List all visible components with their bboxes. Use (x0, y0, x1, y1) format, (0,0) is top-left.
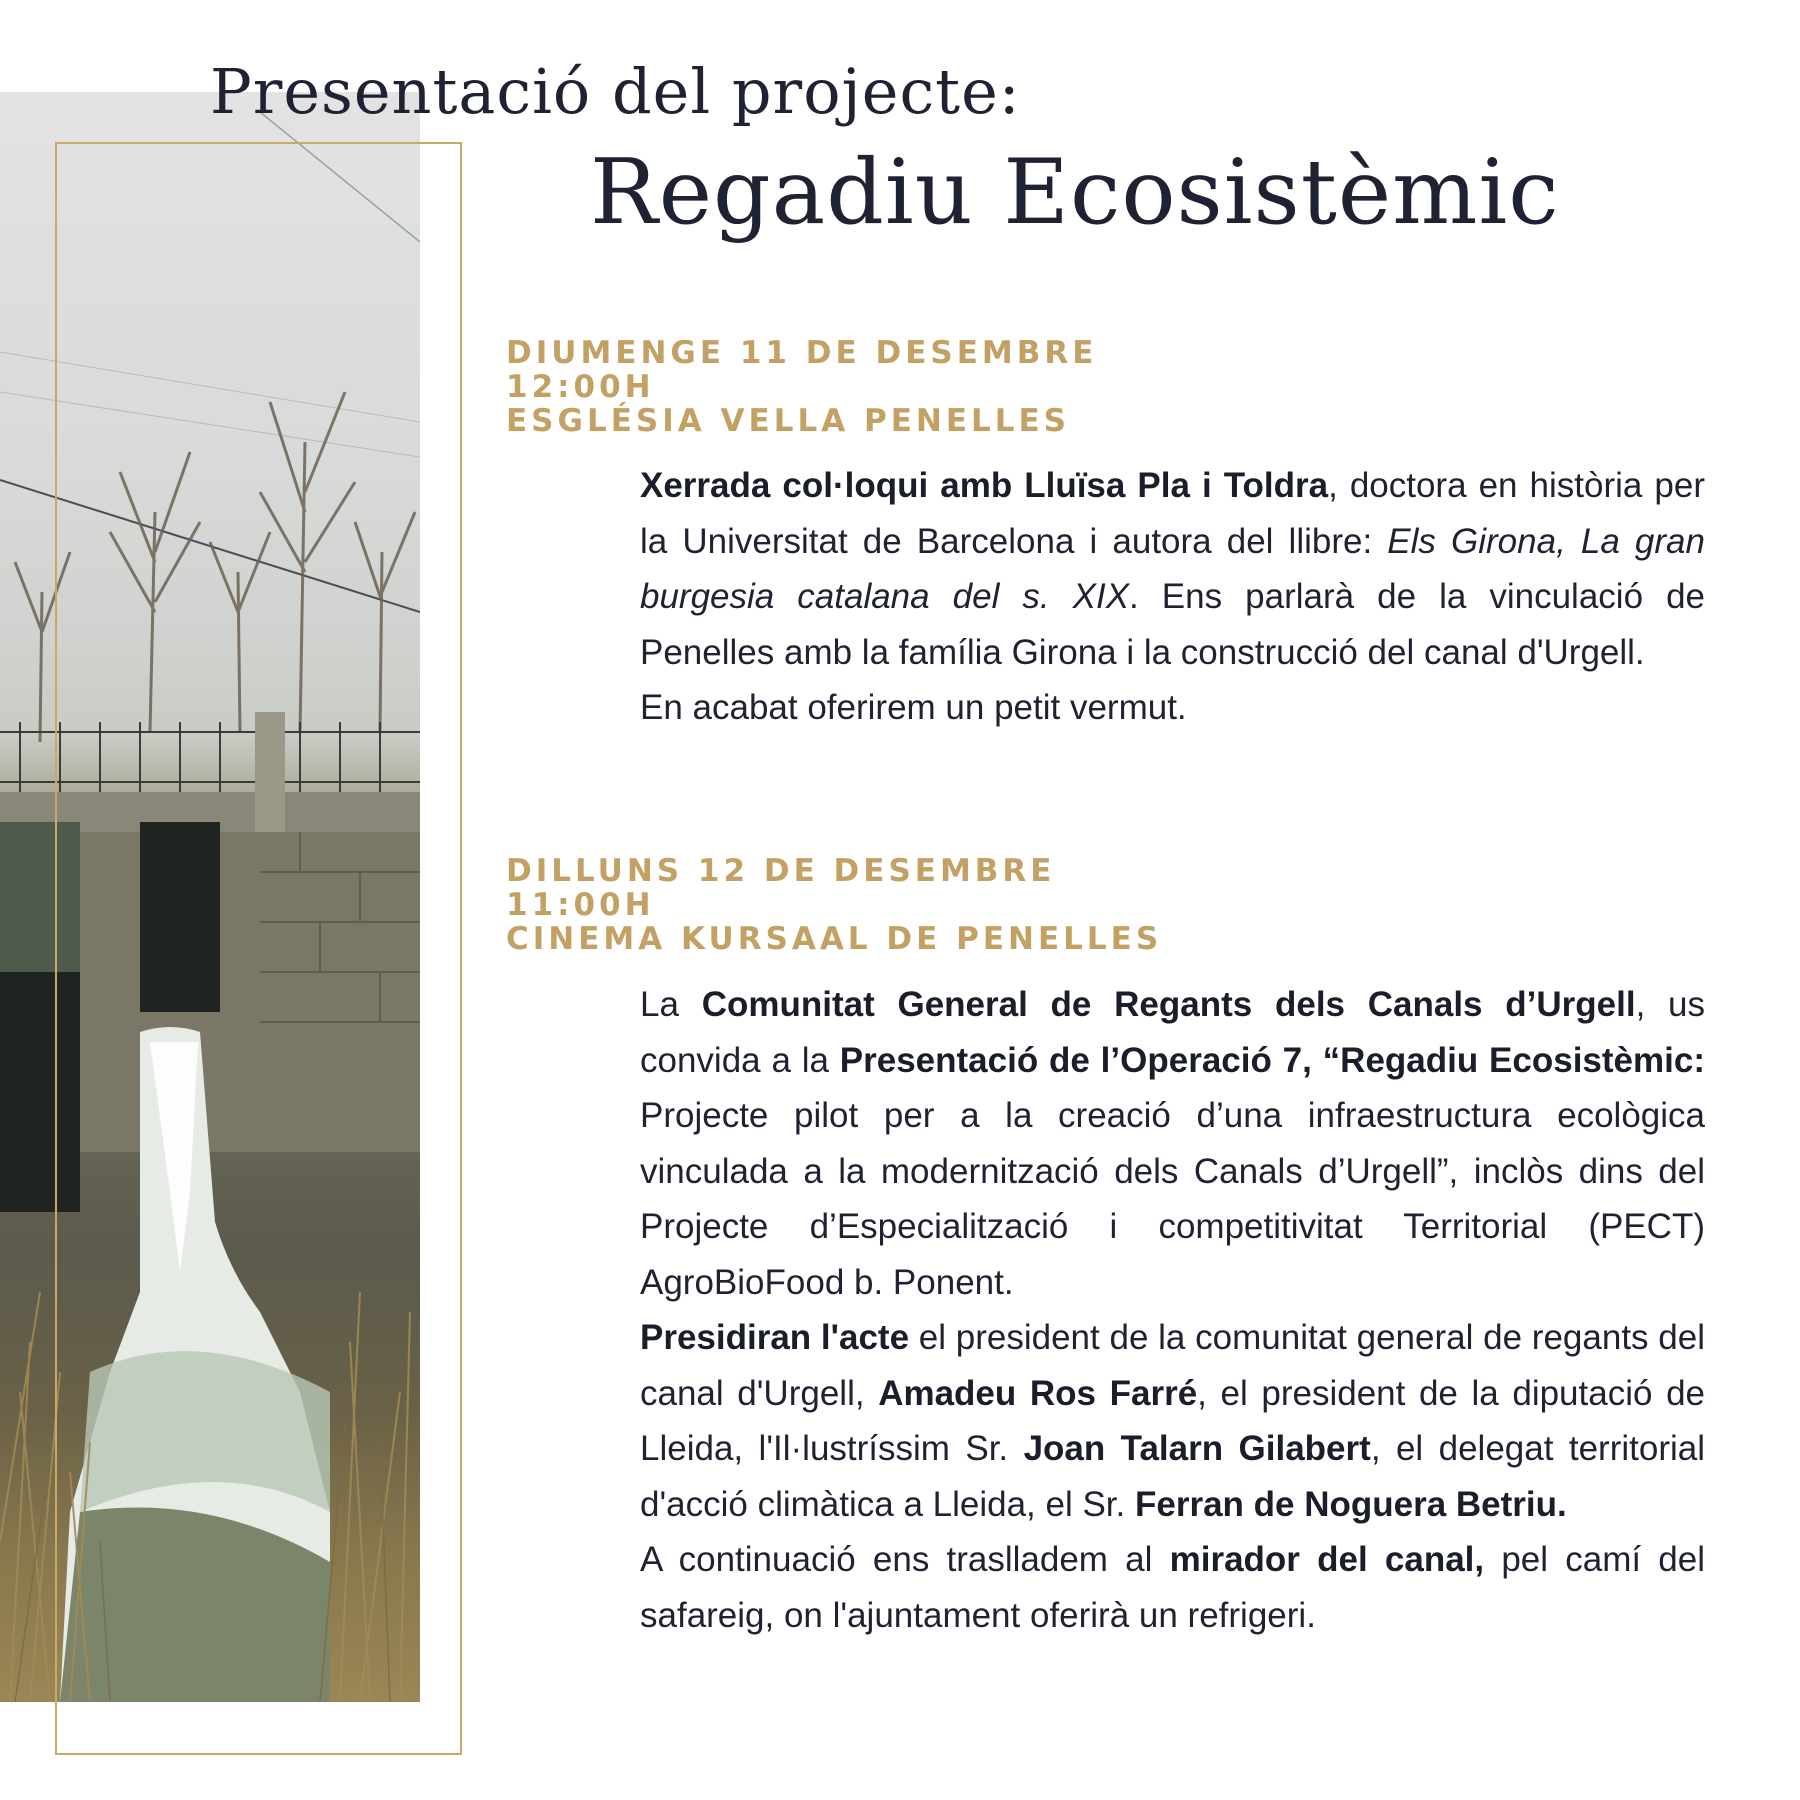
person-name: Joan Talarn Gilabert (1023, 1429, 1371, 1468)
event-2-place: CINEMA KURSAAL DE PENELLES (506, 921, 1163, 957)
event-1-paragraph (640, 680, 1705, 736)
text-span: Projecte pilot per a la creació d’una infraestructura ecològica vinculada a la modernització dels Canals d’Urgell”, inclòs dins del Projecte d’Especialització i competitivitat Territorial (PECT) AgroBioFood b. Ponent. (640, 1096, 1705, 1302)
event-1-paragraph (640, 458, 1705, 680)
event-2-paragraph (640, 1310, 1705, 1532)
person-name: Ferran de Noguera Betriu. (1134, 1484, 1567, 1524)
book-title: Els Girona, La gran burgesia catalana del s. XIX (640, 521, 1705, 616)
text-span: , doctora en història per la Universitat de Barcelona i autora del llibre: (640, 466, 1705, 561)
speaker-name: Xerrada col·loqui amb Lluïsa Pla i Toldra (640, 466, 1329, 505)
page-title: Regadiu Ecosistèmic (590, 140, 1560, 245)
event-2-paragraph (640, 977, 1705, 1310)
event-1-time: 12:00H (506, 369, 655, 405)
text-span: , us convida a la (640, 985, 1705, 1080)
organization-name: Comunitat General de Regants dels Canals d’Urgell (701, 985, 1636, 1024)
text-span: La (640, 985, 702, 1024)
event-2-time: 11:00H (506, 887, 655, 923)
location-name: mirador del canal, (1169, 1540, 1485, 1579)
operation-title: Presentació de l’Operació 7, “Regadiu Ecosistèmic: (839, 1040, 1705, 1080)
text-span: , el delegat territorial d'acció climàtica a Lleida, el Sr. (640, 1429, 1705, 1524)
event-1-date: DIUMENGE 11 DE DESEMBRE (506, 335, 1098, 371)
photo-illustration (0, 92, 420, 1702)
event-1-place: ESGLÉSIA VELLA PENELLES (506, 403, 1071, 439)
event-2-header (506, 854, 1162, 956)
text-span: A continuació ens traslladem al (640, 1540, 1170, 1579)
event-1-header (506, 336, 1097, 438)
event-2-paragraph (640, 1532, 1705, 1643)
text-span: En acabat oferirem un petit vermut. (640, 688, 1187, 727)
person-name: Amadeu Ros Farré (878, 1373, 1198, 1413)
text-span: . Ens parlarà de la vinculació de Penelles amb la família Girona i la construcció del canal d'Urgell. (640, 577, 1705, 672)
presiding-label: Presidiran l'acte (640, 1318, 910, 1357)
text-span: el president de la comunitat general de regants del canal d'Urgell, (640, 1318, 1705, 1413)
text-span: , el president de la diputació de Lleida, l'Il·lustríssim Sr. (640, 1373, 1705, 1468)
event-1-description (640, 458, 1705, 736)
event-2-date: DILLUNS 12 DE DESEMBRE (506, 853, 1056, 889)
page-pretitle: Presentació del projecte: (210, 55, 1021, 128)
event-2-description (640, 977, 1705, 1643)
canal-waterfall-photo (0, 92, 420, 1702)
text-span: pel camí del safareig, on l'ajuntament oferirà un refrigeri. (640, 1540, 1705, 1635)
